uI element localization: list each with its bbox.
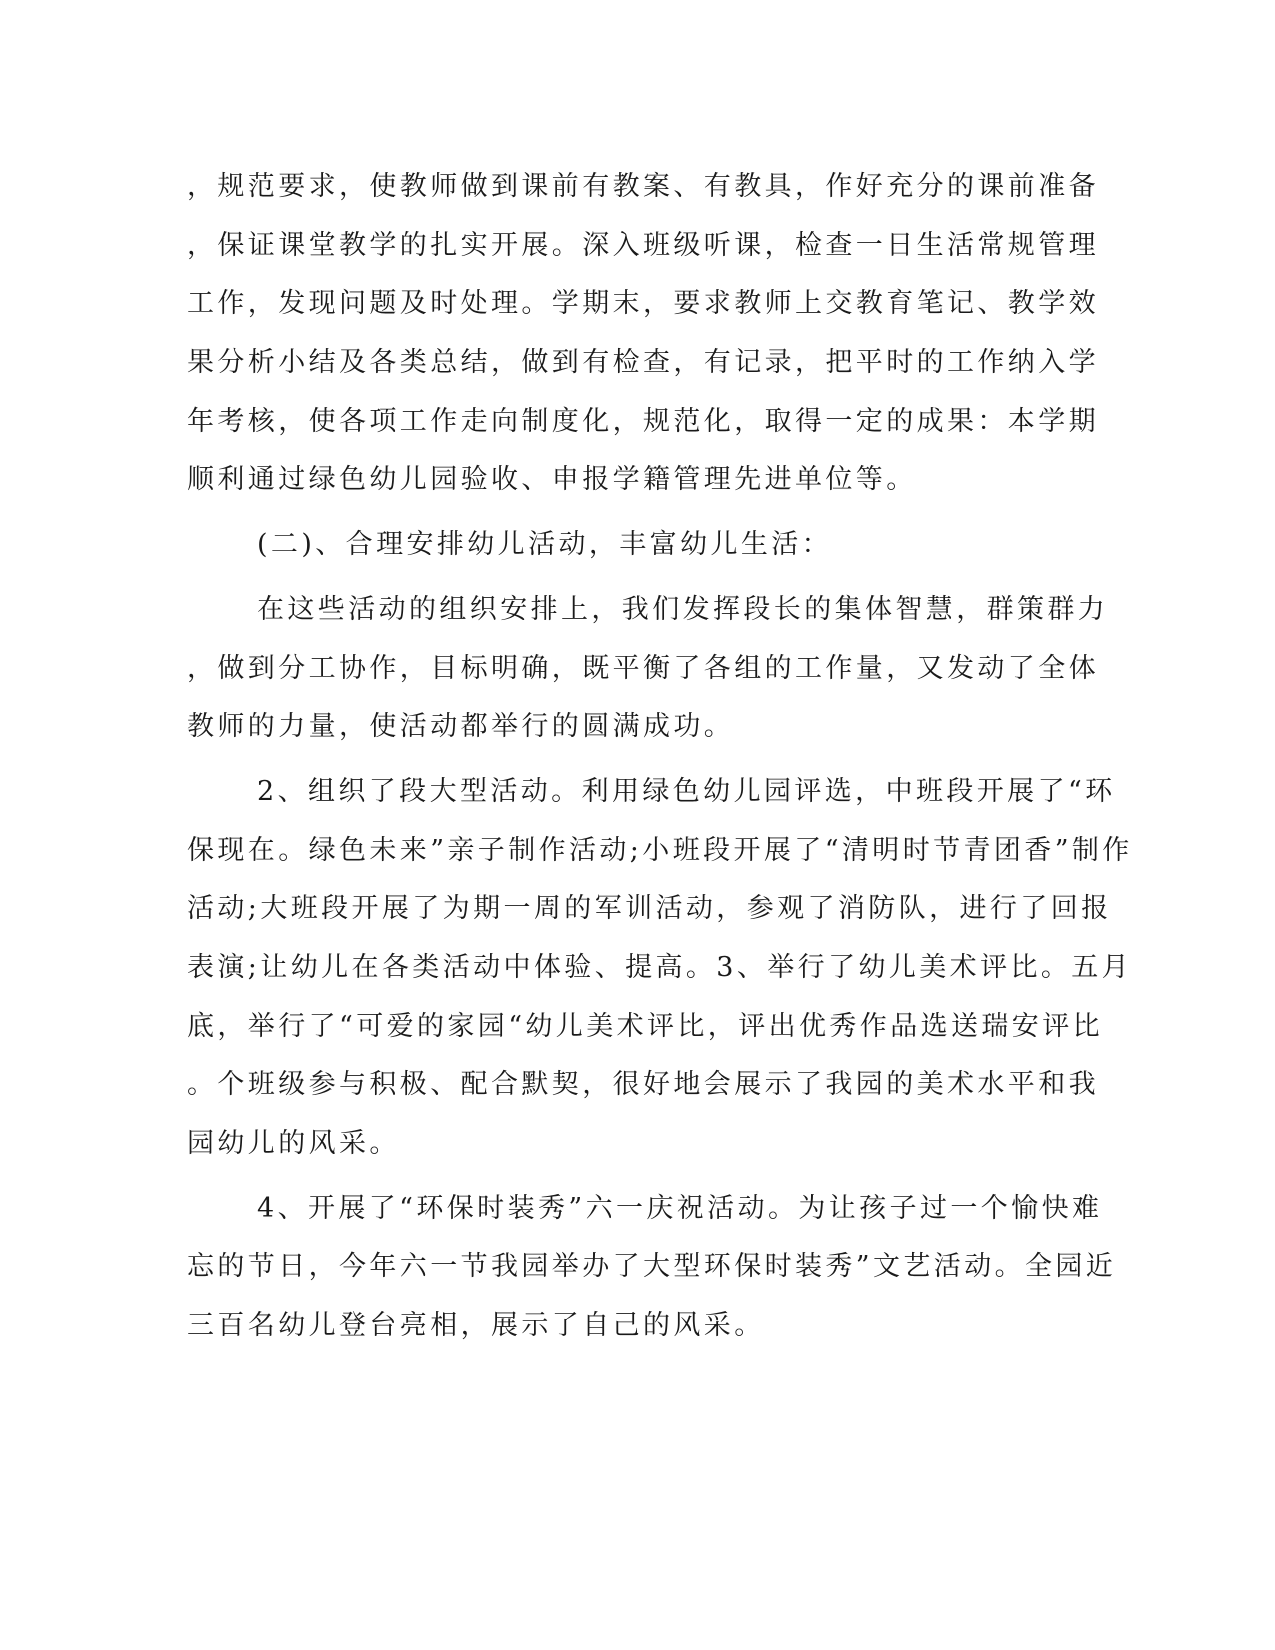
text-line: 工作，发现问题及时处理。学期末，要求教师上交教育笔记、教学效 <box>187 288 1099 320</box>
paragraph-childrens-day <box>187 1180 1117 1356</box>
text-line: 三百名幼儿登台亮相，展示了自己的风采。 <box>187 1310 765 1342</box>
text-line: 忘的节日，今年六一节我园举办了大型环保时装秀”文艺活动。全园近 <box>187 1251 1117 1283</box>
paragraph-collective-wisdom <box>187 581 1109 757</box>
text-line: 保现在。绿色未来”亲子制作活动;小班段开展了“清明时节青团香”制作 <box>187 834 1133 866</box>
text-line: 表演;让幼儿在各类活动中体验、提高。3、举行了幼儿美术评比。五月 <box>187 951 1133 983</box>
document-body <box>187 158 1133 1356</box>
paragraph-routine-management <box>187 158 1099 510</box>
text-line: ，做到分工协作，目标明确，既平衡了各组的工作量，又发动了全体 <box>187 652 1099 684</box>
text-line: 顺利通过绿色幼儿园验收、申报学籍管理先进单位等。 <box>187 464 917 496</box>
text-line: 2、组织了段大型活动。利用绿色幼儿园评选，中班段开展了“环 <box>257 775 1116 807</box>
paragraph-large-activities <box>187 763 1133 1174</box>
text-line: ，规范要求，使教师做到课前有教案、有教具，作好充分的课前准备 <box>187 171 1099 202</box>
text-line: (二)、合理安排幼儿活动，丰富幼儿生活： <box>257 529 833 561</box>
text-line: 4、开展了“环保时装秀”六一庆祝活动。为让孩子过一个愉快难 <box>257 1192 1103 1224</box>
text-line: 在这些活动的组织安排上，我们发挥段长的集体智慧，群策群力 <box>257 593 1109 625</box>
text-line: 年考核，使各项工作走向制度化，规范化，取得一定的成果：本学期 <box>187 405 1099 437</box>
section-heading-activities <box>187 516 1067 575</box>
text-line: 教师的力量，使活动都举行的圆满成功。 <box>187 711 735 743</box>
text-line: 园幼儿的风采。 <box>187 1128 400 1159</box>
text-line: 。个班级参与积极、配合默契，很好地会展示了我园的美术水平和我 <box>187 1069 1099 1101</box>
text-line: 果分析小结及各类总结，做到有检查，有记录，把平时的工作纳入学 <box>187 347 1099 379</box>
text-line: 底，举行了“可爱的家园“幼儿美术评比，评出优秀作品选送瑞安评比 <box>187 1010 1104 1042</box>
text-line: 活动;大班段开展了为期一周的军训活动，参观了消防队，进行了回报 <box>187 893 1112 925</box>
text-line: ，保证课堂教学的扎实开展。深入班级听课，检查一日生活常规管理 <box>187 229 1099 261</box>
